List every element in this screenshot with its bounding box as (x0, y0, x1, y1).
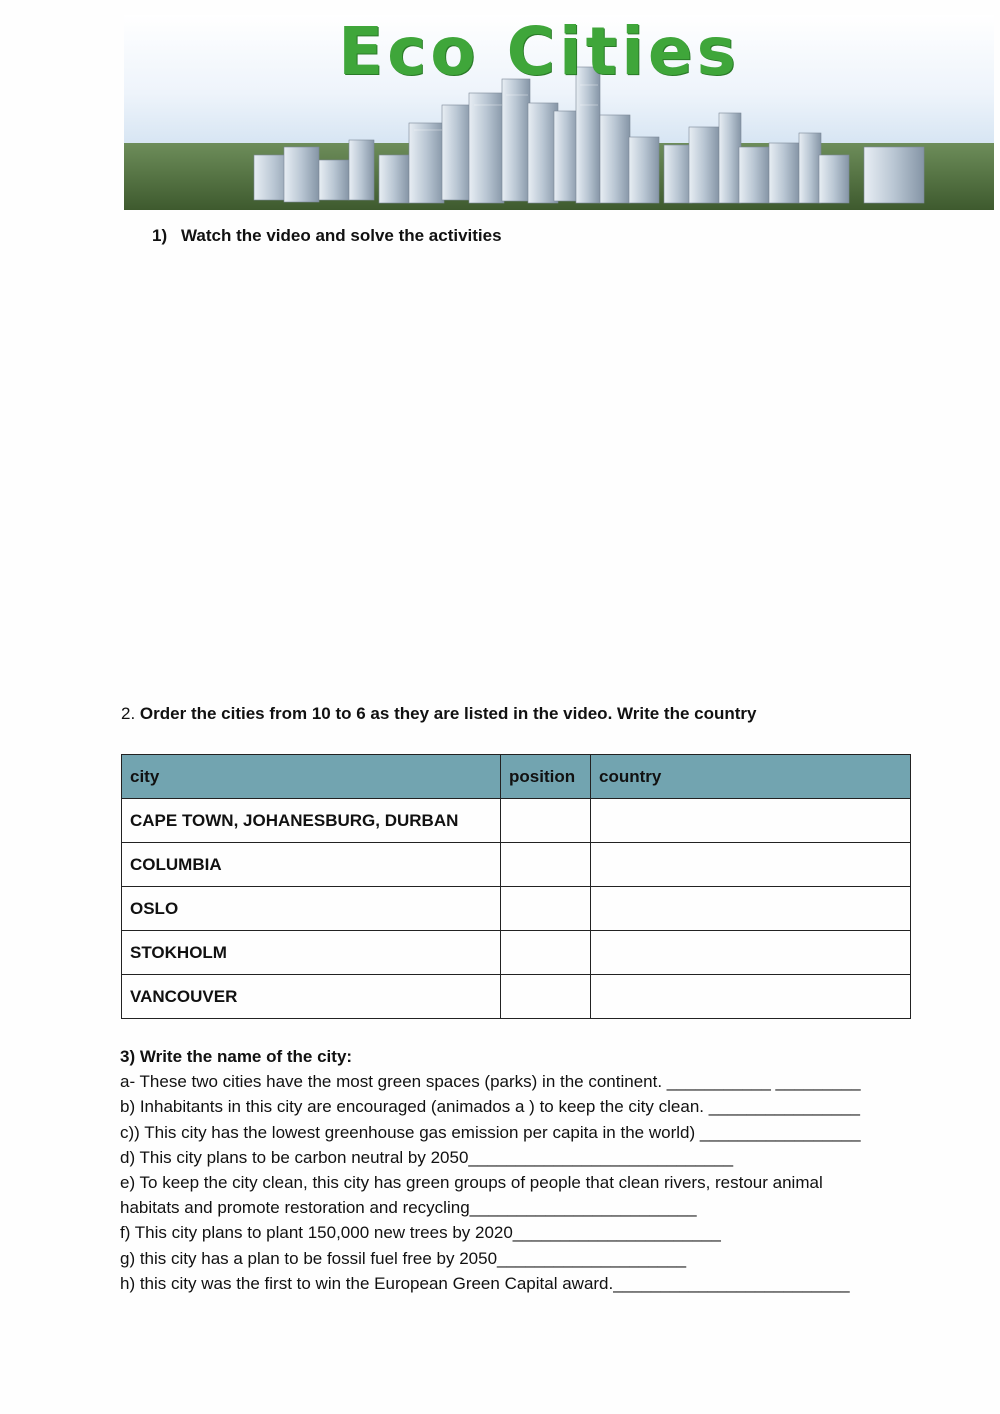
section-3 (120, 1044, 950, 1296)
table-header-row (122, 755, 911, 799)
section-1-instruction (152, 226, 502, 246)
header-position: position (501, 755, 591, 799)
section-2-text: Order the cities from 10 to 6 as they are listed in the video. Write the country (139, 704, 757, 723)
question-line: d) This city plans to be carbon neutral by 2050____________________________ (120, 1147, 734, 1167)
section-2-instruction (121, 704, 757, 724)
question-line: a- These two cities have the most green spaces (parks) in the continent. ___________ _________ (120, 1072, 861, 1092)
header-country: country (591, 755, 911, 799)
city-cell: OSLO (122, 887, 501, 931)
country-cell[interactable] (591, 975, 911, 1019)
city-cell: VANCOUVER (122, 975, 501, 1019)
eco-cities-banner (124, 15, 994, 210)
section-1-number: 1) (152, 226, 168, 245)
position-cell[interactable] (501, 931, 591, 975)
question-line: h) this city was the first to win the European Green Capital award._________________________ (120, 1273, 850, 1293)
question-line: f) This city plans to plant 150,000 new trees by 2020______________________ (120, 1223, 721, 1243)
city-cell: STOKHOLM (122, 931, 501, 975)
position-cell[interactable] (501, 799, 591, 843)
section-1-text: Watch the video and solve the activities (181, 226, 502, 245)
position-cell[interactable] (501, 887, 591, 931)
question-line: g) this city has a plan to be fossil fuel free by 2050____________________ (120, 1248, 687, 1268)
cities-table (121, 754, 911, 1019)
position-cell[interactable] (501, 843, 591, 887)
table-row (122, 887, 911, 931)
section-3-heading: 3) Write the name of the city: (120, 1047, 353, 1066)
banner-title: Eco Cities (338, 15, 740, 90)
question-line: e) To keep the city clean, this city has green groups of people that clean rivers, restour animal (120, 1173, 823, 1193)
city-cell: COLUMBIA (122, 843, 501, 887)
country-cell[interactable] (591, 887, 911, 931)
table-row (122, 843, 911, 887)
country-cell[interactable] (591, 843, 911, 887)
country-cell[interactable] (591, 931, 911, 975)
country-cell[interactable] (591, 799, 911, 843)
question-line: b) Inhabitants in this city are encouraged (animados a ) to keep the city clean. ________________ (120, 1097, 860, 1117)
table-row (122, 975, 911, 1019)
position-cell[interactable] (501, 975, 591, 1019)
section-2-number: 2. (121, 704, 136, 723)
question-line: habitats and promote restoration and recycling________________________ (120, 1198, 697, 1218)
question-line: c)) This city has the lowest greenhouse gas emission per capita in the world) _________________ (120, 1122, 861, 1142)
table-row (122, 931, 911, 975)
city-cell: CAPE TOWN, JOHANESBURG, DURBAN (122, 799, 501, 843)
table-row (122, 799, 911, 843)
header-city: city (122, 755, 501, 799)
